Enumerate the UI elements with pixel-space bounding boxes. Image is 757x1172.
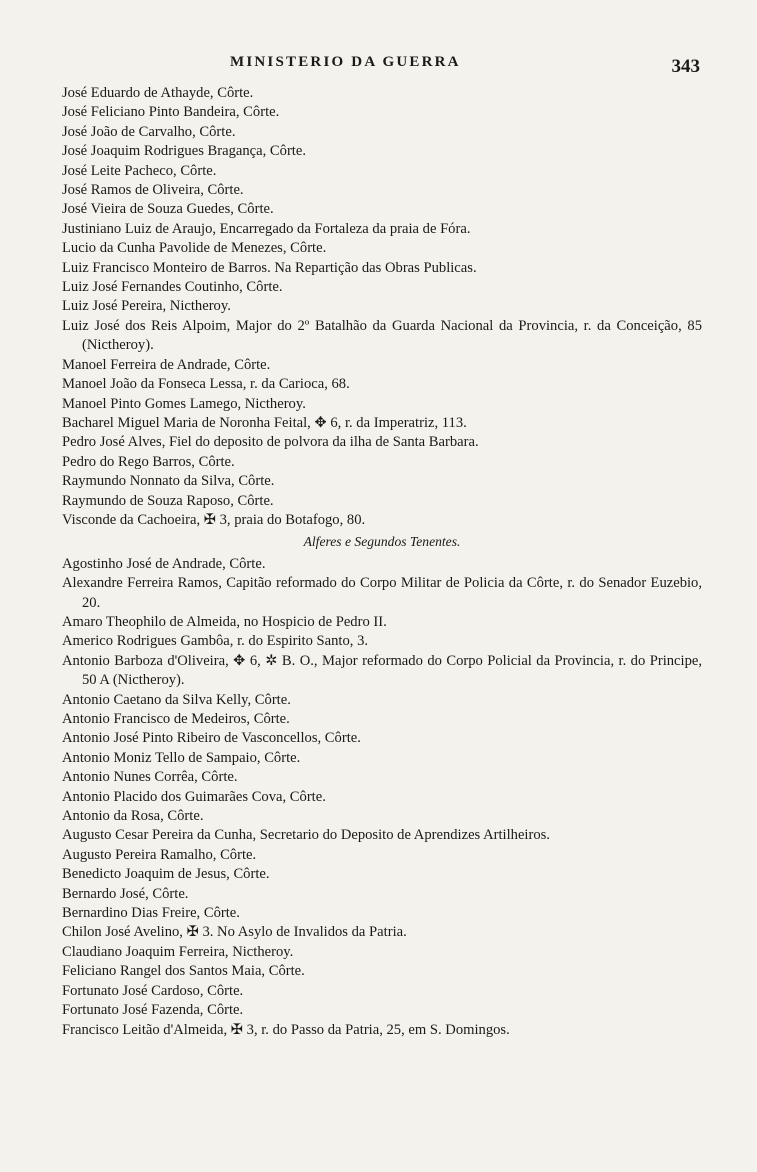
list-item: Americo Rodrigues Gambôa, r. do Espirito Santo, 3. bbox=[62, 633, 369, 650]
list-item: Feliciano Rangel dos Santos Maia, Côrte. bbox=[62, 963, 305, 980]
list-item: Luiz José Pereira, Nictheroy. bbox=[62, 298, 231, 315]
list-item: José Eduardo de Athayde, Côrte. bbox=[62, 85, 254, 101]
list-item: José Feliciano Pinto Bandeira, Côrte. bbox=[62, 104, 280, 121]
list-item: Fortunato José Cardoso, Côrte. bbox=[62, 982, 244, 999]
list-item: Lucio da Cunha Pavolide de Menezes, Côrte. bbox=[62, 240, 327, 257]
list-item: Claudiano Joaquim Ferreira, Nictheroy. bbox=[62, 943, 294, 960]
list-item: Antonio José Pinto Ribeiro de Vasconcellos, Côrte. bbox=[62, 730, 361, 747]
list-item: José João de Carvalho, Côrte. bbox=[62, 123, 236, 140]
list-item: Antonio Barboza d'Oliveira, ✥ 6, ✲ B. O., Major reformado do Corpo Policial da Provincia, r. do Principe, 50 A (Nictheroy). bbox=[62, 652, 702, 689]
list-item: Antonio Placido dos Guimarães Cova, Côrte. bbox=[62, 788, 326, 805]
list-item: Luiz José Fernandes Coutinho, Côrte. bbox=[62, 279, 283, 296]
list-item: Visconde da Cachoeira, ✠ 3, praia do Botafogo, 80. bbox=[62, 511, 366, 528]
list-item: Bernardino Dias Freire, Côrte. bbox=[62, 905, 240, 922]
list-item: Raymundo de Souza Raposo, Côrte. bbox=[62, 492, 274, 509]
list-item: Antonio Moniz Tello de Sampaio, Côrte. bbox=[62, 749, 301, 766]
list-item: Benedicto Joaquim de Jesus, Côrte. bbox=[62, 866, 270, 883]
entry-list bbox=[62, 84, 702, 1040]
list-item: José Vieira de Souza Guedes, Côrte. bbox=[62, 201, 274, 218]
list-item: Manoel João da Fonseca Lessa, r. da Carioca, 68. bbox=[62, 376, 350, 393]
list-item: Bacharel Miguel Maria de Noronha Feital, ✥ 6, r. da Imperatriz, 113. bbox=[62, 414, 467, 431]
list-item: Alexandre Ferreira Ramos, Capitão reformado do Corpo Militar de Policia da Côrte, r. do Senador Euzebio, 20. bbox=[62, 575, 702, 611]
list-item: Agostinho José de Andrade, Côrte. bbox=[62, 555, 266, 572]
list-item: Augusto Cesar Pereira da Cunha, Secretario do Deposito de Aprendizes Artilheiros. bbox=[62, 827, 550, 844]
list-item: José Leite Pacheco, Côrte. bbox=[62, 162, 217, 179]
list-item: Antonio Nunes Corrêa, Côrte. bbox=[62, 769, 238, 786]
list-item: Manoel Ferreira de Andrade, Côrte. bbox=[62, 356, 271, 373]
list-item: Pedro do Rego Barros, Côrte. bbox=[62, 453, 235, 470]
list-item: Pedro José Alves, Fiel do deposito de polvora da ilha de Santa Barbara. bbox=[62, 434, 479, 451]
list-item: Fortunato José Fazenda, Côrte. bbox=[62, 1002, 244, 1019]
list-item: Luiz Francisco Monteiro de Barros. Na Repartição das Obras Publicas. bbox=[62, 259, 477, 276]
list-item: Raymundo Nonnato da Silva, Côrte. bbox=[62, 473, 275, 490]
list-item: Antonio Caetano da Silva Kelly, Côrte. bbox=[62, 691, 291, 708]
list-item: Bernardo José, Côrte. bbox=[62, 885, 189, 902]
section-subheading: Alferes e Segundos Tenentes. bbox=[303, 534, 461, 550]
list-item: Francisco Leitão d'Almeida, ✠ 3, r. do Passo da Patria, 25, em S. Domingos. bbox=[62, 1021, 510, 1038]
list-item: Justiniano Luiz de Araujo, Encarregado da Fortaleza da praia de Fóra. bbox=[62, 220, 471, 237]
list-item: Antonio da Rosa, Côrte. bbox=[62, 808, 204, 825]
running-head: MINISTERIO DA GUERRA bbox=[230, 54, 461, 70]
list-item: Amaro Theophilo de Almeida, no Hospicio de Pedro II. bbox=[62, 613, 387, 630]
list-item: Chilon José Avelino, ✠ 3. No Asylo de Invalidos da Patria. bbox=[62, 924, 407, 941]
page-number: 343 bbox=[671, 56, 700, 77]
list-item: Augusto Pereira Ramalho, Côrte. bbox=[62, 846, 257, 863]
page-header bbox=[60, 54, 700, 78]
list-item: Antonio Francisco de Medeiros, Côrte. bbox=[62, 711, 290, 727]
list-item: Manoel Pinto Gomes Lamego, Nictheroy. bbox=[62, 395, 306, 412]
list-item: José Joaquim Rodrigues Bragança, Côrte. bbox=[62, 143, 306, 160]
list-item: José Ramos de Oliveira, Côrte. bbox=[62, 182, 244, 199]
list-item: Luiz José dos Reis Alpoim, Major do 2º Batalhão da Guarda Nacional da Provincia, r. da Conceição, 85 (Nictheroy). bbox=[62, 317, 702, 354]
